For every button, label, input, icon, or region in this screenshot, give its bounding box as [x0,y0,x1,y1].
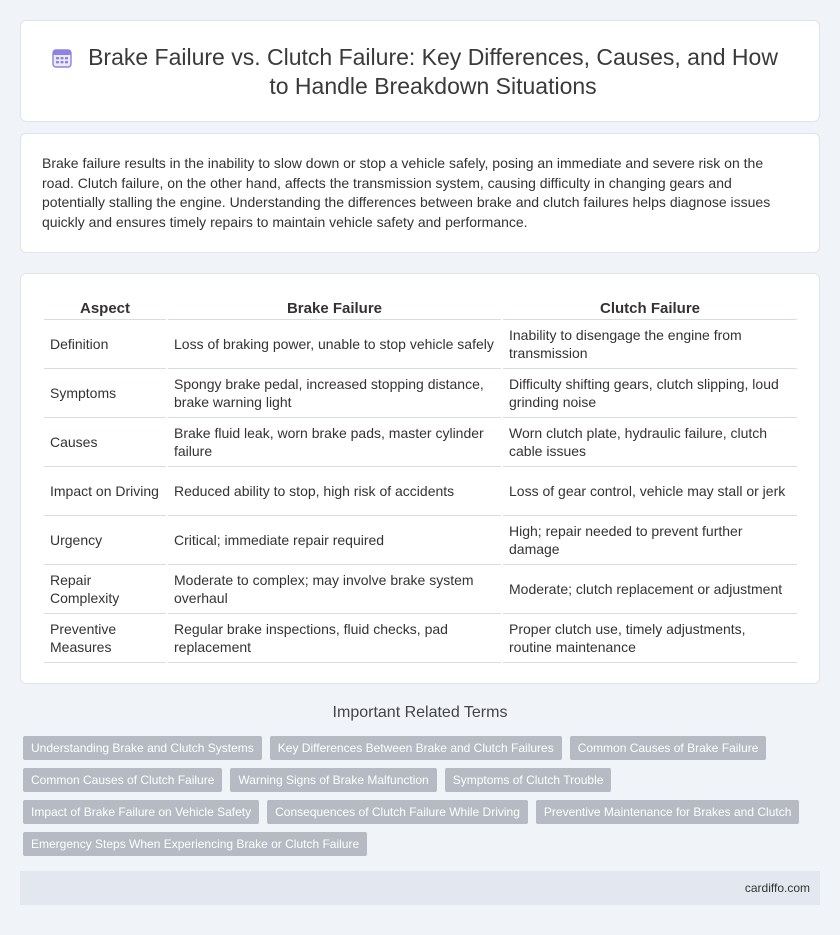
table-row [44,565,797,614]
column-header-aspect: Aspect [44,294,166,320]
aspect-cell: Symptoms [44,369,166,418]
intro-paragraph: Brake failure results in the inability to slow down or stop a vehicle safely, posing an immediate and severe risk on the road. Clutch failure, on the other hand, affects the transmission system, causing difficulty in changing gears and potentially stalling the engine. Understanding the differences between brake and clutch failures helps diagnose issues quickly and ensures timely repairs to maintain vehicle safety and performance. [42,155,771,230]
clutch-cell: High; repair needed to prevent further damage [503,516,797,565]
table-row [44,369,797,418]
clutch-cell: Difficulty shifting gears, clutch slipping, loud grinding noise [503,369,797,418]
column-header-clutch-failure: Clutch Failure [503,294,797,320]
related-term-tag[interactable]: Consequences of Clutch Failure While Driving [267,800,528,824]
clutch-cell: Loss of gear control, vehicle may stall or jerk [503,467,797,516]
table-row [44,320,797,369]
comparison-table [42,294,799,663]
table-row [44,418,797,467]
clutch-cell: Worn clutch plate, hydraulic failure, clutch cable issues [503,418,797,467]
aspect-cell: Causes [44,418,166,467]
page-title: Brake Failure vs. Clutch Failure: Key Differences, Causes, and How to Handle Breakdown Situations [88,44,778,99]
related-term-tag[interactable]: Impact of Brake Failure on Vehicle Safety [23,800,259,824]
aspect-cell: Definition [44,320,166,369]
aspect-cell: Repair Complexity [44,565,166,614]
brake-cell: Loss of braking power, unable to stop vehicle safely [168,320,501,369]
table-row [44,467,797,516]
related-term-tag[interactable]: Symptoms of Clutch Trouble [445,768,612,792]
related-terms-list [23,736,803,856]
aspect-cell: Preventive Measures [44,614,166,663]
aspect-cell: Impact on Driving [44,467,166,516]
column-header-brake-failure: Brake Failure [168,294,501,320]
clutch-cell: Inability to disengage the engine from transmission [503,320,797,369]
related-term-tag[interactable]: Understanding Brake and Clutch Systems [23,736,262,760]
clutch-cell: Moderate; clutch replacement or adjustment [503,565,797,614]
table-row [44,516,797,565]
title-card [20,20,820,122]
aspect-cell: Urgency [44,516,166,565]
related-term-tag[interactable]: Emergency Steps When Experiencing Brake or Clutch Failure [23,832,367,856]
footer-brand-link[interactable]: cardiffo.com [744,881,810,895]
table-row [44,614,797,663]
brake-cell: Spongy brake pedal, increased stopping distance, brake warning light [168,369,501,418]
related-term-tag[interactable]: Common Causes of Brake Failure [570,736,767,760]
related-term-tag[interactable]: Warning Signs of Brake Malfunction [230,768,436,792]
brake-cell: Brake fluid leak, worn brake pads, master cylinder failure [168,418,501,467]
brake-cell: Reduced ability to stop, high risk of accidents [168,467,501,516]
related-term-tag[interactable]: Preventive Maintenance for Brakes and Clutch [536,800,799,824]
footer [20,871,820,905]
brake-cell: Critical; immediate repair required [168,516,501,565]
related-terms-title: Important Related Terms [332,704,508,721]
brake-cell: Moderate to complex; may involve brake system overhaul [168,565,501,614]
related-term-tag[interactable]: Key Differences Between Brake and Clutch Failures [270,736,562,760]
clutch-cell: Proper clutch use, timely adjustments, routine maintenance [503,614,797,663]
related-term-tag[interactable]: Common Causes of Clutch Failure [23,768,222,792]
intro-card [20,133,820,253]
table-header-row [44,294,797,320]
comparison-table-card [20,273,820,684]
brake-cell: Regular brake inspections, fluid checks, pad replacement [168,614,501,663]
